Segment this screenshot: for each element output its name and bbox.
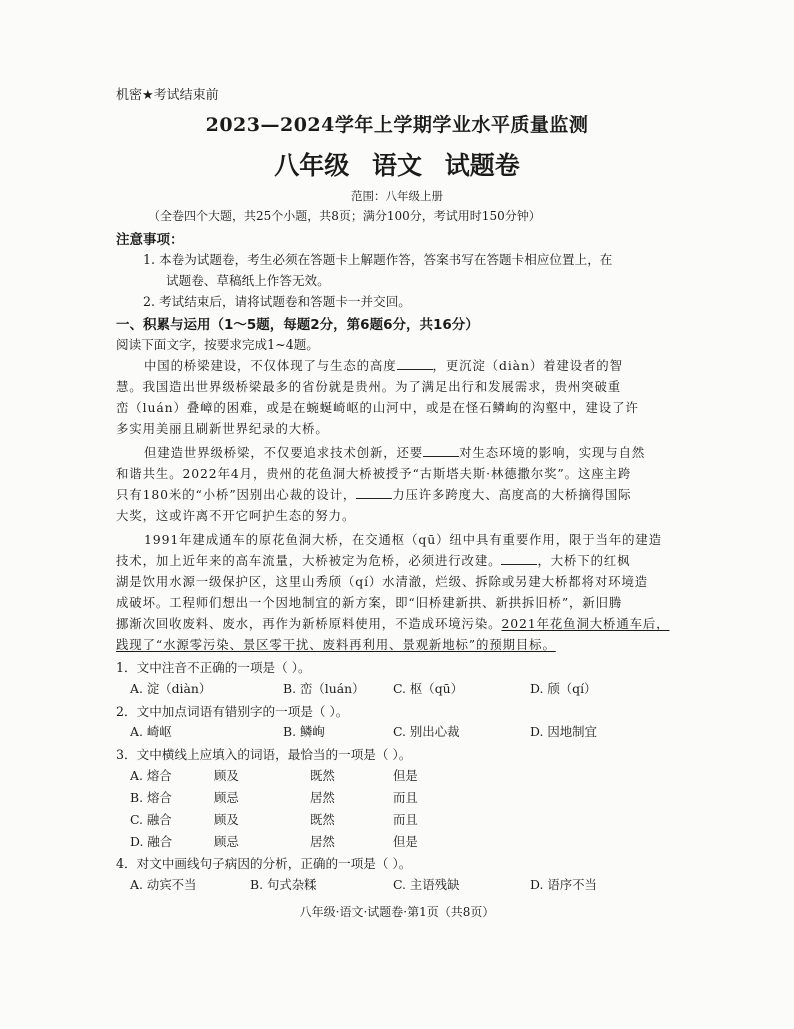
notice-item-2: 2. 考试结束后，请将试题卷和答题卡一并交回。 bbox=[143, 294, 411, 309]
fill-blank bbox=[501, 552, 537, 565]
q2-option-b[interactable]: B. 鳞峋 bbox=[283, 724, 325, 739]
exam-scope: 范围：八年级上册 bbox=[351, 189, 443, 203]
exam-info: （全卷四个大题，共25个小题，共8页；满分100分，考试用时150分钟） bbox=[148, 209, 541, 223]
passage-line: 多实用美丽且刷新世界纪录的大桥。 bbox=[116, 421, 329, 436]
q2-option-d[interactable]: D. 因地制宜 bbox=[530, 724, 597, 739]
exam-title: 2023—2024学年上学期学业水平质量监测 bbox=[205, 114, 589, 136]
passage-line: 1991年建成通车的原花鱼洞大桥，在交通枢（qū）纽中具有重要作用，限于当年的建造 bbox=[144, 532, 663, 547]
q1-option-b[interactable]: B. 峦（luán） bbox=[283, 681, 365, 696]
page-footer: 八年级·语文·试题卷·第1页（共8页） bbox=[299, 905, 495, 919]
section1-intro: 阅读下面文字，按要求完成1~4题。 bbox=[116, 337, 319, 352]
passage-line: 技术，加上近年来的高车流量，大桥被定为危桥，必须进行改建。 ，大桥下的红枫 bbox=[116, 553, 631, 568]
passage-line: 大奖，这或许离不开它呵护生态的努力。 bbox=[116, 508, 356, 523]
q1-option-a[interactable]: A. 淀（diàn） bbox=[130, 681, 212, 696]
q4-option-b[interactable]: B. 句式杂糅 bbox=[250, 877, 317, 892]
q3-option-d[interactable]: D. 融合 bbox=[130, 834, 173, 849]
q4-option-d[interactable]: D. 语序不当 bbox=[530, 877, 597, 892]
underlined-sentence: 践现了“水源零污染、景区零干扰、废料再利用、景观新地标”的预期目标。 bbox=[116, 637, 556, 652]
notice-heading: 注意事项： bbox=[116, 232, 184, 248]
question-1: 1．文中注音不正确的一项是（ ）。 bbox=[116, 660, 311, 675]
passage-line: 只有180米的“小桥”因别出心裁的设计， 力压许多跨度大、高度高的大桥摘得国际 bbox=[116, 487, 632, 502]
question-4: 4．对文中画线句子病因的分析，正确的一项是（ ）。 bbox=[116, 856, 412, 871]
q3-word: 而且 bbox=[393, 790, 418, 805]
question-3: 3．文中横线上应填入的词语，最恰当的一项是（ ）。 bbox=[116, 747, 412, 762]
q3-word: 顾忌 bbox=[214, 834, 239, 849]
q1-option-c[interactable]: C. 枢（qū） bbox=[393, 681, 463, 696]
q3-word: 既然 bbox=[310, 768, 335, 783]
notice-item-1a: 1. 本卷为试题卷，考生必须在答题卡上解题作答，答案书写在答题卡相应位置上，在 bbox=[143, 252, 613, 267]
passage-line: 湖是饮用水源一级保护区，这里山秀颀（qí）水清澈，烂级、拆除或另建大桥都将对环境造 bbox=[116, 574, 649, 589]
q3-option-c[interactable]: C. 融合 bbox=[130, 812, 172, 827]
q4-option-a[interactable]: A. 动宾不当 bbox=[130, 877, 197, 892]
section1-heading: 一、积累与运用（1～5题，每题2分，第6题6分，共16分） bbox=[116, 317, 479, 333]
q3-word: 而且 bbox=[393, 812, 418, 827]
fill-blank bbox=[423, 444, 459, 457]
exam-subtitle: 八年级 语文 试题卷 bbox=[274, 151, 520, 180]
q4-option-c[interactable]: C. 主语残缺 bbox=[393, 877, 460, 892]
q3-word: 既然 bbox=[310, 812, 335, 827]
q1-option-d[interactable]: D. 颀（qí） bbox=[530, 681, 597, 696]
q3-option-b[interactable]: B. 熔合 bbox=[130, 790, 172, 805]
q3-word: 居然 bbox=[310, 834, 335, 849]
q3-word: 但是 bbox=[393, 768, 418, 783]
fill-blank bbox=[356, 486, 392, 499]
question-2: 2．文中加点词语有错别字的一项是（ ）。 bbox=[116, 704, 349, 719]
notice-item-1b: 试题卷、草稿纸上作答无效。 bbox=[166, 273, 330, 288]
passage-line: 和谐共生。2022年4月，贵州的花鱼洞大桥被授予“古斯塔夫斯·林德撒尔奖”。这座主跨 bbox=[116, 466, 632, 481]
q3-word: 但是 bbox=[393, 834, 418, 849]
passage-line: 成破坏。工程师们想出一个因地制宜的新方案，即“旧桥建新拱、新拱拆旧桥”，新旧腾 bbox=[116, 595, 623, 610]
confidential-label: 机密★考试结束前 bbox=[116, 88, 219, 103]
q3-word: 顾及 bbox=[214, 812, 239, 827]
q3-word: 居然 bbox=[310, 790, 335, 805]
q3-word: 顾及 bbox=[214, 768, 239, 783]
passage-line: 慧。我国造出世界级桥梁最多的省份就是贵州。为了满足出行和发展需求，贵州突破重 bbox=[116, 379, 622, 394]
q2-option-c[interactable]: C. 别出心裁 bbox=[393, 724, 460, 739]
passage-line: 但建造世界级桥梁，不仅要追求技术创新，还要 对生态环境的影响，实现与自然 bbox=[144, 445, 646, 460]
fill-blank bbox=[397, 357, 433, 370]
passage-line: 挪渐次回收废料、废水，再作为新桥原料使用，不造成环境污染。2021年花鱼洞大桥通车后， bbox=[116, 616, 670, 631]
passage-line: 中国的桥梁建设，不仅体现了与生态的高度 ，更沉淀（diàn）着建设者的智 bbox=[144, 358, 623, 373]
q3-word: 顾忌 bbox=[214, 790, 239, 805]
passage-line: 峦（luán）叠嶂的困难，或是在蜿蜒崎岖的山河中，或是在怪石鳞峋的沟壑中，建设了许 bbox=[116, 400, 639, 415]
q2-option-a[interactable]: A. 崎岖 bbox=[130, 724, 172, 739]
q3-option-a[interactable]: A. 熔合 bbox=[130, 768, 172, 783]
underlined-sentence: 2021年花鱼洞大桥通车后， bbox=[501, 616, 670, 631]
